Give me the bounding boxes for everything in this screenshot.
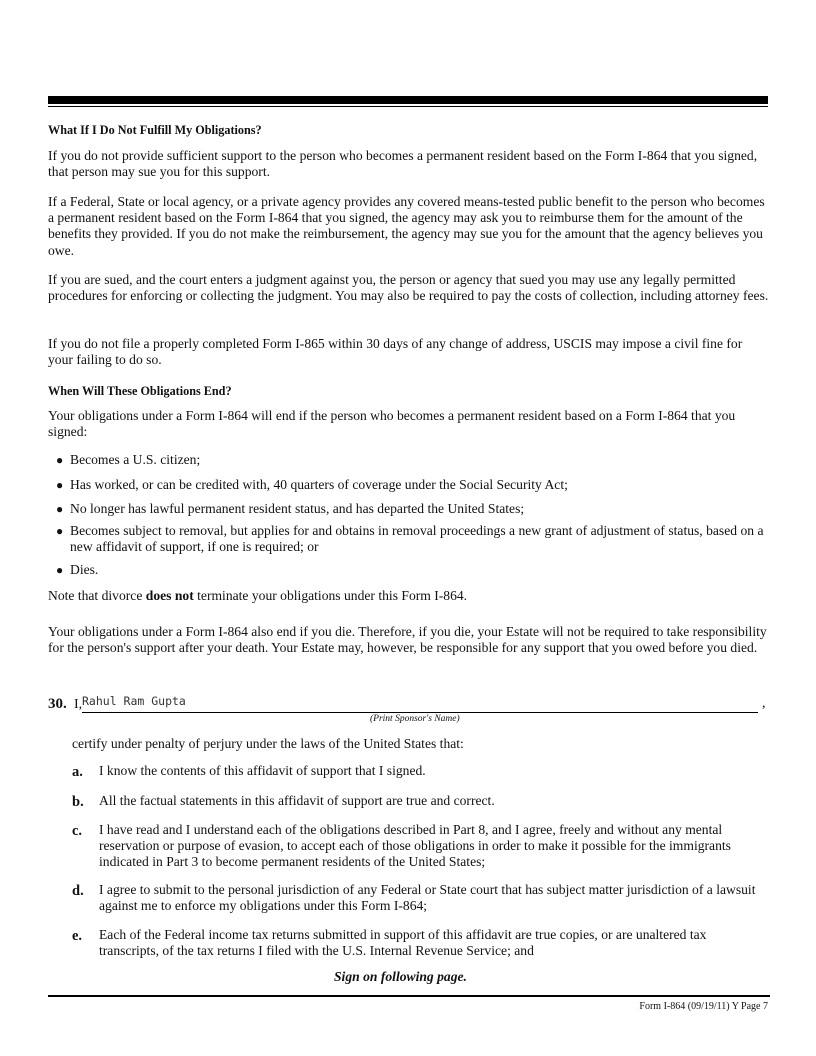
list-item-text: Dies. — [70, 562, 99, 577]
bullet-icon: ● — [56, 502, 64, 516]
certify-statement: certify under penalty of perjury under the laws of the United States that: — [72, 736, 464, 751]
sponsor-name-field[interactable]: Rahul Ram Gupta — [82, 694, 186, 708]
heading-obligations-end: When Will These Obligations End? — [48, 384, 232, 398]
list-item-text: Has worked, or can be credited with, 40 quarters of coverage under the Social Security Act; — [70, 477, 568, 492]
bullet-icon: ● — [56, 478, 64, 492]
divorce-note-text: Note that divorce — [48, 588, 146, 603]
certification-item-letter: b. — [72, 794, 84, 810]
heading-fulfill-obligations: What If I Do Not Fulfill My Obligations? — [48, 123, 262, 137]
bullet-icon: ● — [56, 563, 64, 577]
paragraph-court-judgment: If you are sued, and the court enters a judgment against you, the person or agency that sued you may use any legally permitted procedures for enforcing or collecting the judgment. You may also be required to pay the costs of collection, including attorney fees. — [48, 272, 769, 304]
page-footer: Form I-864 (09/19/11) Y Page 7 — [639, 1001, 768, 1012]
certification-item-letter: d. — [72, 883, 84, 899]
certification-item-letter: c. — [72, 823, 83, 839]
sponsor-name-prefix: I, — [74, 697, 83, 712]
bullet-icon: ● — [56, 524, 64, 538]
paragraph-divorce-note — [48, 588, 770, 604]
certification-item-text: I have read and I understand each of the obligations described in Part 8, and I agree, freely and without any mental reservation or purpose of evasion, to accept each of those obligations in order to make it possible for the immigrants indicated in Part 3 to become permanent residents of the United States; — [99, 822, 731, 870]
list-item-text: Becomes a U.S. citizen; — [70, 452, 201, 467]
sponsor-name-caption: (Print Sponsor's Name) — [370, 714, 460, 724]
certification-item-text: Each of the Federal income tax returns submitted in support of this affidavit are true copies, or are unaltered tax transcripts, of the tax returns I filed with the U.S. Internal Revenue Service; and — [99, 927, 707, 959]
paragraph-obligations-end-intro: Your obligations under a Form I-864 will end if the person who becomes a permanent resident based on a Form I-864 that you signed: — [48, 408, 736, 440]
certification-item-letter: a. — [72, 764, 83, 780]
sponsor-name-comma: , — [762, 696, 766, 711]
list-item-text: No longer has lawful permanent resident status, and has departed the United States; — [70, 501, 525, 516]
paragraph-agency-reimbursement: If a Federal, State or local agency, or a private agency provides any covered means-tested public benefit to the person who becomes a permanent resident based on the Form I-864 that you signed, the agency may ask you to reimburse them for the amount of the benefits they provided. If you do not make the reimbursement, the agency may sue you for the amount that the agency believes you owe. — [48, 194, 765, 258]
certification-item-text: All the factual statements in this affidavit of support are true and correct. — [99, 793, 495, 808]
paragraph-change-of-address: If you do not file a properly completed Form I-865 within 30 days of any change of address, USCIS may impose a civil fine for your failing to do so. — [48, 336, 743, 368]
paragraph-sue-for-support: If you do not provide sufficient support to the person who becomes a permanent resident based on the Form I-864 that you signed, that person may sue you for this support. — [48, 148, 758, 180]
certification-item-text: I know the contents of this affidavit of support that I signed. — [99, 763, 426, 778]
sign-on-following-page: Sign on following page. — [334, 969, 467, 984]
divorce-note-text-end: terminate your obligations under this Form I-864. — [193, 588, 468, 603]
bullet-icon: ● — [56, 453, 64, 467]
sponsor-name-underline — [82, 712, 758, 713]
item-number: 30. — [48, 696, 67, 712]
top-rule-thick — [48, 96, 768, 104]
top-rule-thin — [48, 106, 768, 107]
bottom-rule — [48, 995, 770, 997]
paragraph-death: Your obligations under a Form I-864 also end if you die. Therefore, if you die, your Estate will not be required to take responsibility for the person's support after your death. Your Estate may, however, be responsible for any support that you owed before you died. — [48, 624, 767, 656]
list-item-text: Becomes subject to removal, but applies for and obtains in removal proceedings a new grant of adjustment of status, based on a new affidavit of support, if one is required; or — [70, 523, 764, 555]
divorce-note-emphasis: does not — [145, 588, 194, 603]
certification-item-letter: e. — [72, 928, 83, 944]
certification-item-text: I agree to submit to the personal jurisdiction of any Federal or State court that has subject matter jurisdiction of a lawsuit against me to enforce my obligations under this Form I-864; — [99, 882, 756, 914]
